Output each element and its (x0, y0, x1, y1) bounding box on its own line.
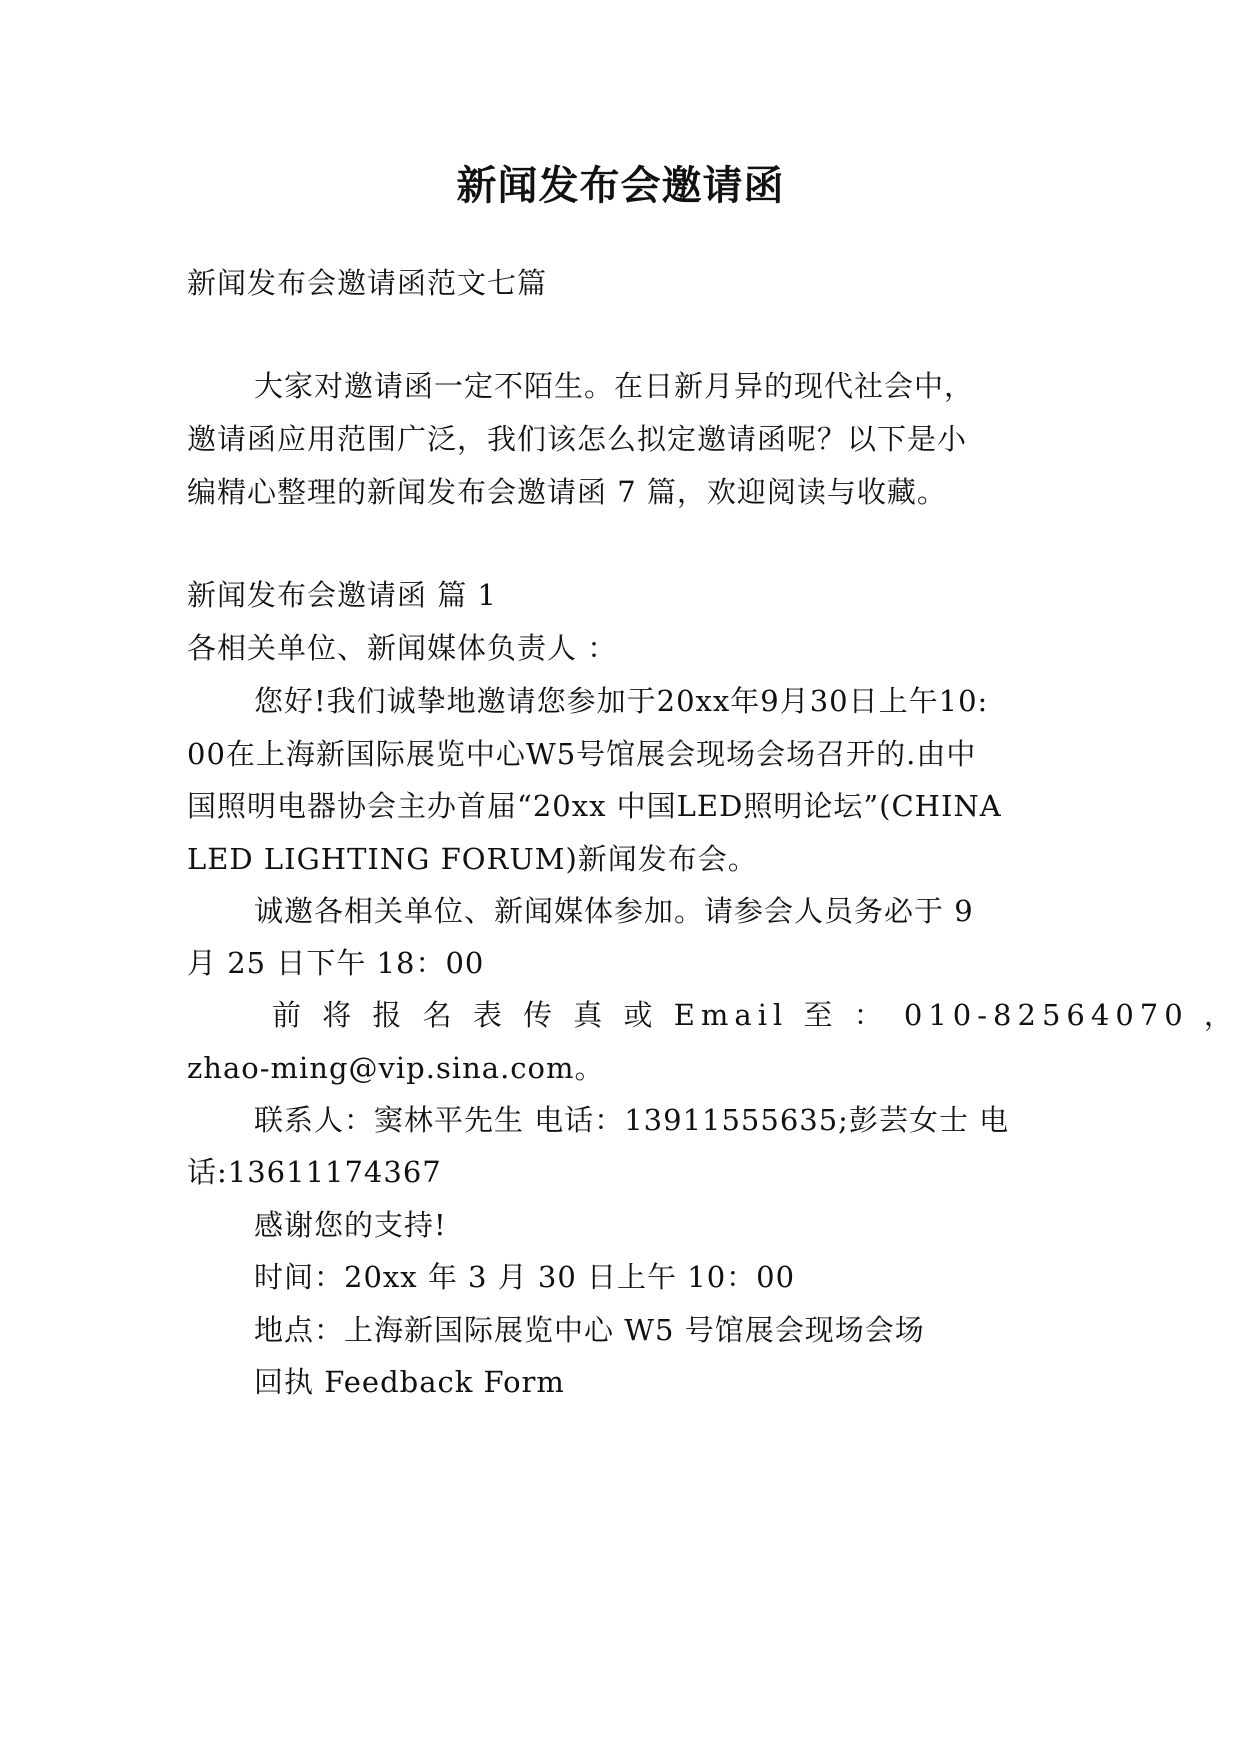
email-address: zhao-ming@vip.sina.com。 (187, 1051, 605, 1085)
body-line-5: 诚邀各相关单位、新闻媒体参加。请参会人员务必于 9 (254, 894, 974, 928)
thanks-line: 感谢您的支持! (254, 1208, 447, 1242)
body-line-4: LED LIGHTING FORUM)新闻发布会。 (187, 842, 758, 876)
body-line-6: 月 25 日下午 18：00 (187, 946, 485, 980)
contact-line-1: 联系人：窦林平先生 电话：13911555635;彭芸女士 电 (254, 1103, 1010, 1137)
location-line: 地点：上海新国际展览中心 W5 号馆展会现场会场 (254, 1313, 925, 1347)
body-line-7: 前 将 报 名 表 传 真 或 Email 至 ： 010-82564070 ， (272, 998, 1239, 1032)
body-line-3: 国照明电器协会主办首届“20xx 中国LED照明论坛”(CHINA (187, 789, 1002, 823)
intro-line-2: 邀请函应用范围广泛，我们该怎么拟定邀请函呢？以下是小 (187, 422, 968, 456)
intro-line-1: 大家对邀请函一定不陌生。在日新月异的现代社会中， (254, 369, 975, 403)
body-line-2: 00在上海新国际展览中心W5号馆展会现场会场召开的.由中 (187, 737, 977, 771)
document-title: 新闻发布会邀请函 (456, 162, 785, 209)
intro-line-3: 编精心整理的新闻发布会邀请函 7 篇，欢迎阅读与收藏。 (187, 475, 947, 509)
feedback-form-heading: 回执 Feedback Form (254, 1365, 565, 1399)
section-heading: 新闻发布会邀请函 篇 1 (187, 578, 497, 612)
salutation: 各相关单位、新闻媒体负责人 ： (187, 631, 618, 665)
body-line-1: 您好!我们诚挚地邀请您参加于20xx年9月30日上午10: (254, 684, 989, 718)
time-line: 时间：20xx 年 3 月 30 日上午 10：00 (254, 1260, 796, 1294)
contact-line-2: 话:13611174367 (187, 1155, 442, 1189)
subtitle: 新闻发布会邀请函范文七篇 (187, 266, 548, 300)
